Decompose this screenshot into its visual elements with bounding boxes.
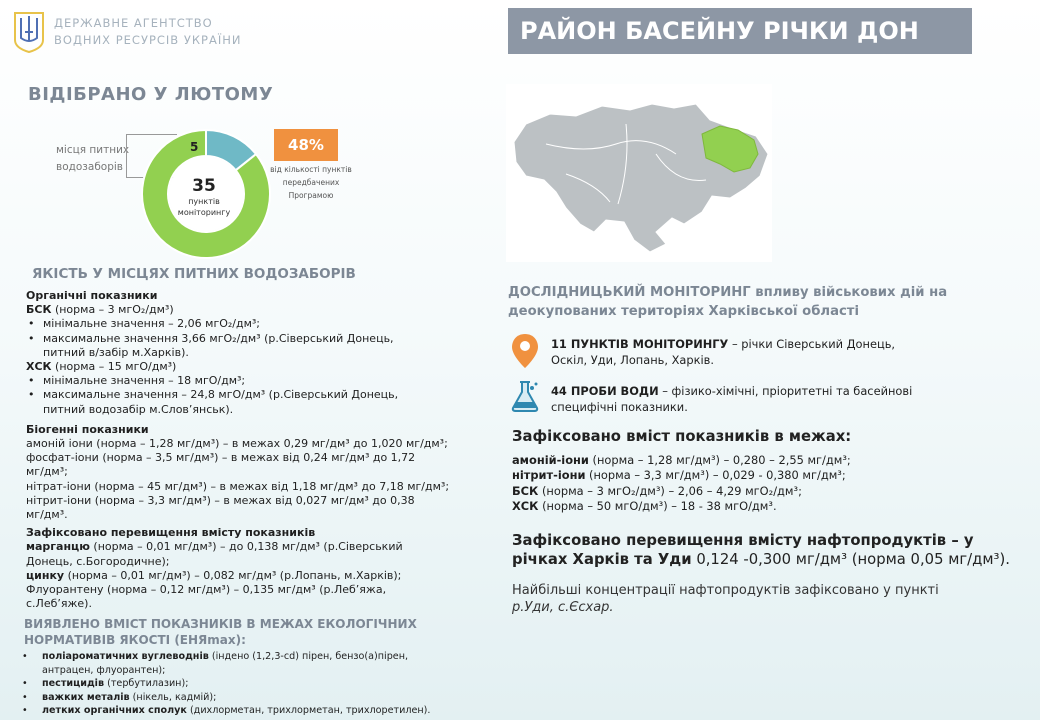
nitrate-line: нітрат-іони (норма – 45 мг/дм³) – в межах від 1,18 мг/дм³ до 7,18 мг/дм³; [26,479,450,493]
flask-icon [508,378,544,414]
trident-icon [12,10,46,54]
percent-note: від кількості пунктів передбачених Програмою [270,165,352,200]
total-count: 35 [192,176,216,196]
location-pin-icon [508,332,542,370]
donut-center [166,176,242,218]
agency-line-2: ВОДНИХ РЕСУРСІВ УКРАЇНИ [54,33,242,47]
zinc-line: цинку (норма – 0,01 мг/дм³) – 0,082 мг/дм³ (р.Лопань, м.Харків); [26,568,402,582]
list-item: • важких металів (нікель, кадмій); [20,691,500,705]
agency-line-1: ДЕРЖАВНЕ АГЕНТСТВО [54,16,213,30]
ens-list [20,650,500,718]
hsk-line: ХСК (норма – 15 мгО/дм³) [26,360,177,374]
ukraine-map [506,84,772,262]
drinking-label: місця питних водозаборів [56,144,130,173]
selected-heading: ВІДІБРАНО У ЛЮТОМУ [28,84,274,105]
list-item: БСК (норма – 3 мгО₂/дм³) – 2,06 – 4,29 мгО₂/дм³; [512,483,802,498]
manganese-line-2: Донець, с.Богородичне); [26,554,170,568]
ammonium-line: амоній іони (норма – 1,28 мг/дм³) – в межах 0,29 мг/дм³ до 1,020 мг/дм³; [26,437,448,451]
bsk-line: БСК (норма – 3 мгО₂/дм³) [26,303,174,317]
percent-badge: 48% [274,129,338,161]
list-item: амоній-іони (норма – 1,28 мг/дм³) – 0,280 – 2,55 мг/дм³; [512,453,851,467]
list-item: • мінімальне значення – 18 мгО/дм³; [26,374,496,388]
bsk-list [26,317,496,360]
research-heading: ДОСЛІДНИЦЬКИЙ МОНІТОРИНГ впливу військових дій на деокупованих територіях Харківської області [508,285,948,319]
list-item: • пестицидів (тербутилазин); [20,677,500,691]
total-label-1: пунктів [188,197,220,206]
monitoring-points: 11 ПУНКТІВ МОНІТОРИНГУ – річки Сіверський Донець, Оскіл, Уди, Лопань, Харків. [551,337,896,367]
list-item: • летких органічних сполук (дихлорметан, трихлорметан, трихлоретилен). [20,704,500,718]
page-title: РАЙОН БАСЕЙНУ РІЧКИ ДОН [508,8,972,54]
fixed-list [512,453,1012,514]
list-item: нітрит-іони (норма – 3,3 мг/дм³) – 0,029 - 0,380 мг/дм³; [512,468,846,483]
agency-header [12,10,241,54]
ens-heading: ВИЯВЛЕНО ВМІСТ ПОКАЗНИКІВ В МЕЖАХ ЕКОЛОГІЧНИХ НОРМАТИВІВ ЯКОСТІ (ЕНЯmax): [24,617,417,647]
biogenic-title: Біогенні показники [26,422,149,436]
nitrite-line-2: мг/дм³. [26,508,68,522]
water-probes: 44 ПРОБИ ВОДИ – фізико-хімічні, пріоритетні та басейнові специфічні показники. [551,384,913,414]
drinking-count: 5 [190,140,199,154]
phosphate-line: фосфат-іони (норма – 3,5 мг/дм³) – в межах від 0,24 мг/дм³ до 1,72 [26,451,416,465]
hsk-list [26,374,496,417]
phosphate-line-2: мг/дм³; [26,465,68,479]
list-item: ХСК (норма – 50 мгО/дм³) – 18 - 38 мгО/дм³. [512,498,777,513]
exceed-title: Зафіксовано перевищення вмісту показників [26,526,316,540]
fixed-heading: Зафіксовано вміст показників в межах: [512,428,852,445]
max-concentration: Найбільші концентрації нафтопродуктів зафіксовано у пункті р.Уди, с.Єсхар. [512,583,939,615]
total-label-2: моніторингу [177,208,231,217]
fluorantene-line-2: с.Леб’яже). [26,597,92,611]
ukraine-shape [514,104,768,252]
quality-heading: ЯКІСТЬ У МІСЦЯХ ПИТНИХ ВОДОЗАБОРІВ [32,266,356,282]
manganese-line: марганцю (норма – 0,01 мг/дм³) – до 0,138 мг/дм³ (р.Сіверський [26,540,403,554]
organic-title: Органічні показники [26,289,158,302]
list-item: • мінімальне значення – 2,06 мгО₂/дм³; [26,317,496,331]
nitrite-line: нітрит-іони (норма – 3,3 мг/дм³) – в межах від 0,027 мг/дм³ до 0,38 [26,493,415,507]
oil-exceedance: Зафіксовано перевищення вмісту нафтопродуктів – у річках Харків та Уди 0,124 -0,300 мг/дм³ (норма 0,05 мг/дм³). [512,532,1010,568]
list-item: • максимальне значення – 24,8 мгО/дм³ (р.Сіверський Донець, питний водозабір м.Слов’янськ). [26,388,496,416]
fluorantene-line: Флуорантену (норма – 0,12 мг/дм³) – 0,135 мг/дм³ (р.Леб’яжа, [26,583,387,597]
list-item: • поліароматичних вуглеводнів (індено (1,2,3-cd) пірен, бензо(а)пірен, антрацен, флуорантен); [20,650,500,677]
quality-block [26,289,496,611]
list-item: • максимальне значення 3,66 мгО₂/дм³ (р.Сіверський Донець, питний в/забір м.Харків). [26,332,496,360]
